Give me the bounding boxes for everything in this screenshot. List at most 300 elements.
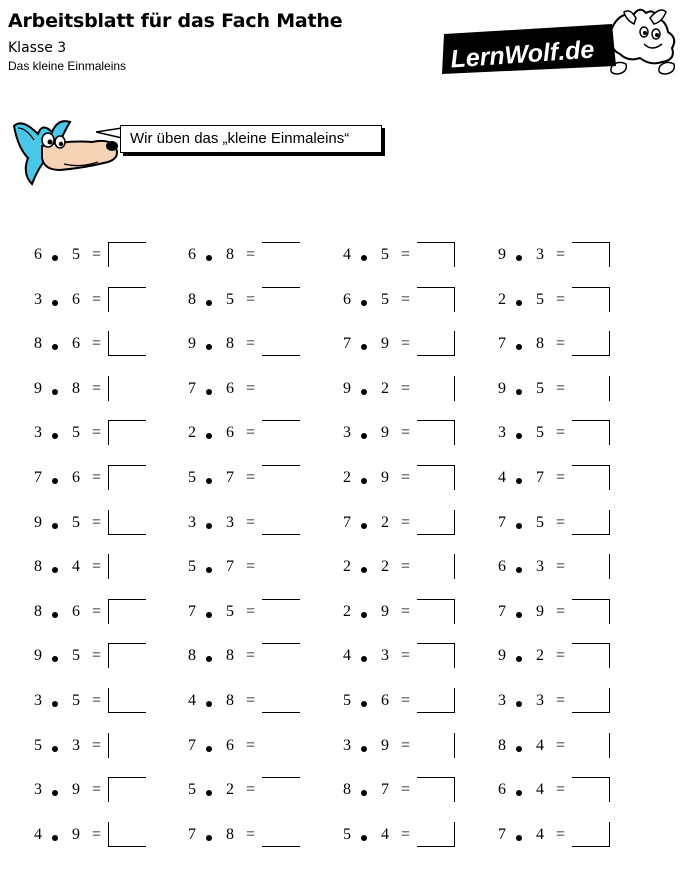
factor-a: 3 <box>34 692 42 709</box>
factor-a: 7 <box>498 335 506 352</box>
factor-a: 5 <box>343 692 351 709</box>
factor-a: 3 <box>498 424 506 441</box>
factor-a: 2 <box>188 424 196 441</box>
exercise-item <box>340 822 460 852</box>
multiply-dot-icon <box>361 478 367 484</box>
answer-box[interactable] <box>417 554 455 579</box>
factor-b: 4 <box>381 826 389 843</box>
multiply-dot-icon <box>206 389 212 395</box>
equals-sign: = <box>92 558 102 575</box>
equals-sign: = <box>401 469 411 486</box>
factor-b: 4 <box>536 737 544 754</box>
exercise-item <box>495 599 615 629</box>
exercise-item <box>31 510 151 540</box>
multiply-dot-icon <box>52 790 58 796</box>
factor-b: 5 <box>381 291 389 308</box>
multiply-dot-icon <box>361 344 367 350</box>
exercise-item <box>185 777 305 807</box>
exercise-item <box>31 242 151 272</box>
equals-sign: = <box>92 603 102 620</box>
answer-box[interactable] <box>108 376 146 401</box>
factor-a: 6 <box>498 558 506 575</box>
exercise-item <box>340 420 460 450</box>
answer-box[interactable] <box>108 688 146 713</box>
logo-text: LernWolf.de <box>449 35 596 74</box>
factor-a: 4 <box>498 469 506 486</box>
answer-box[interactable] <box>262 777 300 802</box>
page-title: Arbeitsblatt für das Fach Mathe <box>8 10 343 32</box>
factor-b: 9 <box>72 781 80 798</box>
exercise-item <box>31 733 151 763</box>
equals-sign: = <box>246 603 256 620</box>
factor-b: 8 <box>226 335 234 352</box>
factor-a: 9 <box>34 514 42 531</box>
factor-b: 5 <box>226 291 234 308</box>
factor-b: 9 <box>536 603 544 620</box>
equals-sign: = <box>401 692 411 709</box>
equals-sign: = <box>246 380 256 397</box>
factor-a: 9 <box>188 335 196 352</box>
factor-a: 9 <box>343 380 351 397</box>
equals-sign: = <box>401 737 411 754</box>
factor-b: 8 <box>226 647 234 664</box>
factor-b: 6 <box>226 737 234 754</box>
factor-b: 2 <box>226 781 234 798</box>
factor-a: 4 <box>343 246 351 263</box>
answer-box[interactable] <box>108 287 146 312</box>
exercise-item <box>495 331 615 361</box>
exercise-item <box>185 599 305 629</box>
exercise-item <box>495 822 615 852</box>
answer-box[interactable] <box>417 376 455 401</box>
factor-b: 3 <box>381 647 389 664</box>
factor-b: 6 <box>72 603 80 620</box>
factor-b: 3 <box>72 737 80 754</box>
answer-box[interactable] <box>108 822 146 847</box>
factor-a: 8 <box>498 737 506 754</box>
equals-sign: = <box>92 692 102 709</box>
multiply-dot-icon <box>516 701 522 707</box>
answer-box[interactable] <box>572 733 610 758</box>
multiply-dot-icon <box>206 656 212 662</box>
equals-sign: = <box>556 469 566 486</box>
wolf-mascot-icon <box>8 112 130 188</box>
equals-sign: = <box>401 781 411 798</box>
factor-b: 9 <box>381 737 389 754</box>
factor-a: 3 <box>34 291 42 308</box>
multiply-dot-icon <box>52 433 58 439</box>
factor-a: 3 <box>34 424 42 441</box>
multiply-dot-icon <box>206 344 212 350</box>
equals-sign: = <box>401 380 411 397</box>
factor-b: 5 <box>381 246 389 263</box>
factor-a: 2 <box>498 291 506 308</box>
equals-sign: = <box>246 246 256 263</box>
answer-box[interactable] <box>417 777 455 802</box>
answer-box[interactable] <box>108 420 146 445</box>
exercise-item <box>495 688 615 718</box>
factor-b: 5 <box>72 424 80 441</box>
exercise-item <box>340 688 460 718</box>
factor-a: 6 <box>188 246 196 263</box>
multiply-dot-icon <box>52 567 58 573</box>
multiply-dot-icon <box>52 255 58 261</box>
multiply-dot-icon <box>206 255 212 261</box>
exercise-item <box>31 643 151 673</box>
answer-box[interactable] <box>108 510 146 535</box>
equals-sign: = <box>401 335 411 352</box>
exercise-item <box>31 554 151 584</box>
answer-box[interactable] <box>572 688 610 713</box>
exercise-item <box>340 599 460 629</box>
multiply-dot-icon <box>52 746 58 752</box>
exercise-item <box>495 510 615 540</box>
factor-b: 8 <box>536 335 544 352</box>
factor-a: 7 <box>498 514 506 531</box>
equals-sign: = <box>246 781 256 798</box>
answer-box[interactable] <box>417 688 455 713</box>
answer-box[interactable] <box>417 420 455 445</box>
answer-box[interactable] <box>572 777 610 802</box>
factor-b: 4 <box>536 826 544 843</box>
factor-b: 6 <box>72 335 80 352</box>
answer-box[interactable] <box>572 822 610 847</box>
multiply-dot-icon <box>516 567 522 573</box>
equals-sign: = <box>401 424 411 441</box>
equals-sign: = <box>246 424 256 441</box>
factor-b: 5 <box>72 692 80 709</box>
exercise-item <box>340 510 460 540</box>
multiply-dot-icon <box>516 300 522 306</box>
factor-b: 8 <box>72 380 80 397</box>
factor-b: 9 <box>381 469 389 486</box>
multiply-dot-icon <box>52 478 58 484</box>
factor-a: 7 <box>188 826 196 843</box>
multiply-dot-icon <box>516 746 522 752</box>
factor-a: 7 <box>498 603 506 620</box>
answer-box[interactable] <box>572 554 610 579</box>
multiply-dot-icon <box>206 790 212 796</box>
equals-sign: = <box>92 647 102 664</box>
factor-a: 6 <box>34 246 42 263</box>
factor-a: 8 <box>34 335 42 352</box>
factor-b: 5 <box>72 514 80 531</box>
factor-b: 7 <box>536 469 544 486</box>
factor-a: 3 <box>34 781 42 798</box>
answer-box[interactable] <box>262 331 300 356</box>
multiply-dot-icon <box>516 612 522 618</box>
multiply-dot-icon <box>206 523 212 529</box>
answer-box[interactable] <box>417 465 455 490</box>
answer-box[interactable] <box>262 376 300 401</box>
answer-box[interactable] <box>108 599 146 624</box>
answer-box[interactable] <box>108 554 146 579</box>
exercise-item <box>340 465 460 495</box>
equals-sign: = <box>246 737 256 754</box>
exercise-item <box>31 287 151 317</box>
exercise-item <box>31 599 151 629</box>
multiply-dot-icon <box>361 255 367 261</box>
factor-a: 7 <box>188 603 196 620</box>
equals-sign: = <box>92 469 102 486</box>
equals-sign: = <box>246 692 256 709</box>
multiply-dot-icon <box>52 389 58 395</box>
factor-a: 8 <box>188 291 196 308</box>
multiply-dot-icon <box>206 701 212 707</box>
multiply-dot-icon <box>52 701 58 707</box>
equals-sign: = <box>556 291 566 308</box>
multiply-dot-icon <box>206 612 212 618</box>
answer-box[interactable] <box>262 465 300 490</box>
factor-b: 4 <box>536 781 544 798</box>
factor-a: 5 <box>343 826 351 843</box>
exercise-item <box>31 822 151 852</box>
answer-box[interactable] <box>417 242 455 267</box>
answer-box[interactable] <box>262 733 300 758</box>
answer-box[interactable] <box>108 331 146 356</box>
factor-a: 6 <box>498 781 506 798</box>
answer-box[interactable] <box>572 331 610 356</box>
equals-sign: = <box>92 424 102 441</box>
factor-b: 3 <box>536 692 544 709</box>
exercise-item <box>340 643 460 673</box>
answer-box[interactable] <box>572 287 610 312</box>
answer-box[interactable] <box>108 465 146 490</box>
answer-box[interactable] <box>262 242 300 267</box>
equals-sign: = <box>401 647 411 664</box>
factor-b: 8 <box>226 826 234 843</box>
multiply-dot-icon <box>361 656 367 662</box>
factor-a: 9 <box>498 246 506 263</box>
equals-sign: = <box>401 826 411 843</box>
equals-sign: = <box>556 335 566 352</box>
multiply-dot-icon <box>516 478 522 484</box>
factor-a: 4 <box>188 692 196 709</box>
answer-box[interactable] <box>417 287 455 312</box>
answer-box[interactable] <box>262 287 300 312</box>
factor-b: 5 <box>536 291 544 308</box>
factor-a: 2 <box>343 469 351 486</box>
topic-label: Das kleine Einmaleins <box>8 59 127 73</box>
exercise-item <box>185 733 305 763</box>
exercise-item <box>495 733 615 763</box>
exercise-item <box>495 376 615 406</box>
factor-a: 7 <box>498 826 506 843</box>
exercise-item <box>185 420 305 450</box>
factor-b: 5 <box>536 424 544 441</box>
multiply-dot-icon <box>516 389 522 395</box>
factor-a: 3 <box>188 514 196 531</box>
equals-sign: = <box>401 603 411 620</box>
answer-box[interactable] <box>262 599 300 624</box>
equals-sign: = <box>246 291 256 308</box>
equals-sign: = <box>556 603 566 620</box>
equals-sign: = <box>401 291 411 308</box>
multiply-dot-icon <box>361 433 367 439</box>
exercise-item <box>31 688 151 718</box>
answer-box[interactable] <box>417 733 455 758</box>
answer-box[interactable] <box>262 688 300 713</box>
factor-a: 6 <box>343 291 351 308</box>
exercise-item <box>185 554 305 584</box>
multiply-dot-icon <box>361 523 367 529</box>
multiply-dot-icon <box>516 523 522 529</box>
answer-box[interactable] <box>262 420 300 445</box>
factor-a: 8 <box>343 781 351 798</box>
factor-a: 5 <box>188 781 196 798</box>
exercise-item <box>340 242 460 272</box>
factor-b: 8 <box>226 692 234 709</box>
factor-b: 2 <box>381 558 389 575</box>
multiply-dot-icon <box>516 344 522 350</box>
factor-b: 7 <box>381 781 389 798</box>
exercise-item <box>185 510 305 540</box>
equals-sign: = <box>92 826 102 843</box>
exercise-item <box>495 242 615 272</box>
answer-box[interactable] <box>417 599 455 624</box>
equals-sign: = <box>246 514 256 531</box>
factor-a: 9 <box>34 380 42 397</box>
equals-sign: = <box>401 514 411 531</box>
factor-a: 2 <box>343 603 351 620</box>
answer-box[interactable] <box>572 376 610 401</box>
factor-b: 6 <box>72 469 80 486</box>
answer-box[interactable] <box>262 554 300 579</box>
factor-a: 5 <box>34 737 42 754</box>
factor-b: 2 <box>536 647 544 664</box>
exercise-item <box>31 777 151 807</box>
factor-b: 9 <box>72 826 80 843</box>
exercise-item <box>185 242 305 272</box>
answer-box[interactable] <box>108 733 146 758</box>
grade-label: Klasse 3 <box>8 40 67 56</box>
factor-b: 6 <box>226 424 234 441</box>
factor-b: 7 <box>226 469 234 486</box>
factor-b: 9 <box>381 603 389 620</box>
factor-b: 3 <box>536 246 544 263</box>
multiply-dot-icon <box>206 835 212 841</box>
multiply-dot-icon <box>206 478 212 484</box>
equals-sign: = <box>556 826 566 843</box>
answer-box[interactable] <box>262 510 300 535</box>
equals-sign: = <box>92 380 102 397</box>
factor-a: 3 <box>343 737 351 754</box>
factor-b: 8 <box>226 246 234 263</box>
factor-b: 6 <box>226 380 234 397</box>
answer-box[interactable] <box>417 643 455 668</box>
equals-sign: = <box>246 335 256 352</box>
multiply-dot-icon <box>361 746 367 752</box>
answer-box[interactable] <box>108 242 146 267</box>
answer-box[interactable] <box>572 420 610 445</box>
equals-sign: = <box>556 246 566 263</box>
equals-sign: = <box>246 647 256 664</box>
equals-sign: = <box>556 514 566 531</box>
answer-box[interactable] <box>262 643 300 668</box>
answer-box[interactable] <box>417 822 455 847</box>
exercise-item <box>185 643 305 673</box>
multiply-dot-icon <box>516 433 522 439</box>
multiply-dot-icon <box>206 567 212 573</box>
multiply-dot-icon <box>206 300 212 306</box>
equals-sign: = <box>556 558 566 575</box>
factor-b: 2 <box>381 380 389 397</box>
exercise-item <box>185 331 305 361</box>
factor-a: 5 <box>188 469 196 486</box>
factor-b: 6 <box>381 692 389 709</box>
exercise-item <box>185 287 305 317</box>
factor-a: 9 <box>498 647 506 664</box>
factor-a: 8 <box>34 603 42 620</box>
answer-box[interactable] <box>417 331 455 356</box>
equals-sign: = <box>556 424 566 441</box>
exercise-item <box>31 465 151 495</box>
exercise-item <box>340 733 460 763</box>
factor-a: 3 <box>343 424 351 441</box>
equals-sign: = <box>556 692 566 709</box>
factor-a: 2 <box>343 558 351 575</box>
factor-a: 7 <box>343 514 351 531</box>
factor-a: 8 <box>34 558 42 575</box>
exercise-item <box>185 465 305 495</box>
equals-sign: = <box>92 291 102 308</box>
exercise-item <box>185 376 305 406</box>
equals-sign: = <box>246 558 256 575</box>
factor-b: 5 <box>226 603 234 620</box>
exercise-item <box>340 777 460 807</box>
factor-b: 7 <box>226 558 234 575</box>
answer-box[interactable] <box>262 822 300 847</box>
factor-b: 5 <box>536 380 544 397</box>
answer-box[interactable] <box>572 599 610 624</box>
exercise-item <box>340 554 460 584</box>
equals-sign: = <box>401 246 411 263</box>
answer-box[interactable] <box>572 242 610 267</box>
factor-a: 4 <box>34 826 42 843</box>
equals-sign: = <box>556 781 566 798</box>
exercise-item <box>340 331 460 361</box>
answer-box[interactable] <box>108 643 146 668</box>
factor-b: 9 <box>381 424 389 441</box>
answer-box[interactable] <box>572 643 610 668</box>
multiply-dot-icon <box>206 746 212 752</box>
factor-b: 5 <box>72 647 80 664</box>
multiply-dot-icon <box>361 300 367 306</box>
lernwolf-logo <box>440 4 682 80</box>
multiply-dot-icon <box>516 255 522 261</box>
answer-box[interactable] <box>417 510 455 535</box>
multiply-dot-icon <box>52 300 58 306</box>
answer-box[interactable] <box>108 777 146 802</box>
factor-b: 3 <box>226 514 234 531</box>
multiply-dot-icon <box>52 612 58 618</box>
factor-a: 9 <box>34 647 42 664</box>
logo-dog-icon <box>610 10 674 74</box>
multiply-dot-icon <box>516 835 522 841</box>
exercise-item <box>185 688 305 718</box>
exercise-item <box>495 554 615 584</box>
multiply-dot-icon <box>516 790 522 796</box>
equals-sign: = <box>92 781 102 798</box>
multiply-dot-icon <box>206 433 212 439</box>
equals-sign: = <box>92 514 102 531</box>
factor-a: 7 <box>188 737 196 754</box>
factor-a: 7 <box>188 380 196 397</box>
factor-a: 4 <box>343 647 351 664</box>
answer-box[interactable] <box>572 465 610 490</box>
answer-box[interactable] <box>572 510 610 535</box>
factor-a: 5 <box>188 558 196 575</box>
